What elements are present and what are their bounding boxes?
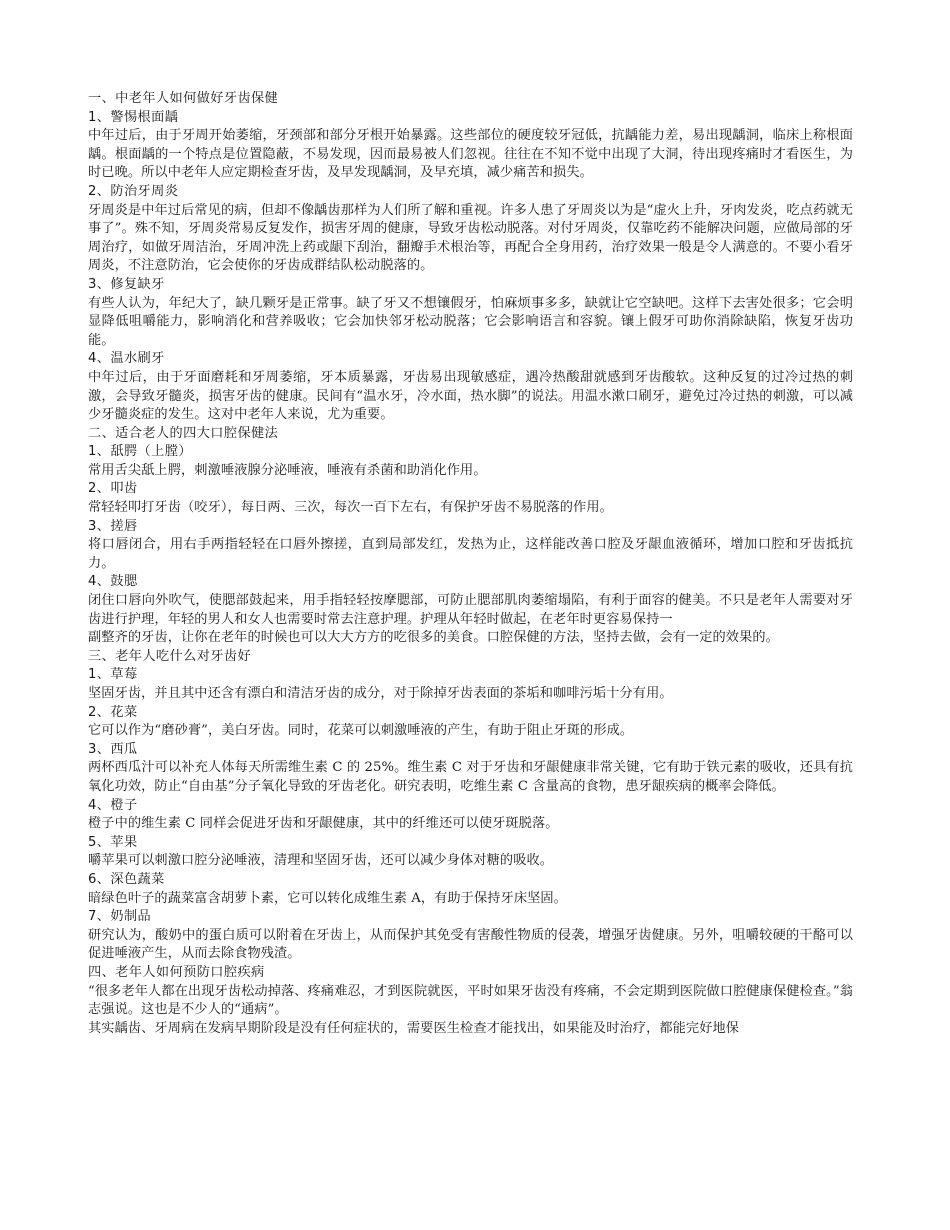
paragraph: 中年过后，由于牙面磨耗和牙周萎缩，牙本质暴露，牙齿易出现敏感症，遇冷热酸甜就感到牙齿酸软。这种反复的过冷过热的刺激，会导致牙髓炎，损害牙齿的健康。民间有“温水牙，冷水面，热水脚”的说法。用温水漱口刷牙，避免过冷过热的刺激，可以减少牙髓炎症的发生。这对中老年人来说，尤为重要。: [88, 369, 853, 423]
section-heading: 6、深色蔬菜: [88, 871, 165, 887]
section-heading: 2、防治牙周炎: [88, 183, 179, 199]
section-heading: 4、鼓腮: [88, 574, 138, 590]
paragraph: 它可以作为“磨砂膏”，美白牙齿。同时，花菜可以刺激唾液的产生，有助于阻止牙斑的形成。: [88, 723, 634, 739]
paragraph: 副整齐的牙齿，让你在老年的时候也可以大大方方的吃很多的美食。口腔保健的方法，坚持去做，会有一定的效果的。: [88, 630, 779, 646]
section-heading: 二、适合老人的四大口腔保健法: [88, 425, 279, 441]
paragraph: 其实龋齿、牙周病在发病早期阶段是没有任何症状的，需要医生检查才能找出，如果能及时治疗，都能完好地保: [88, 1020, 740, 1036]
paragraph: 两杯西瓜汁可以补充人体每天所需维生素 C 的 25%。维生素 C 对于牙齿和牙龈健康非常关键，它有助于铁元素的吸收，还具有抗氧化功效，防止“自由基”分子氧化导致的牙齿老化。研究表明，吃维生素 C 含量高的食物，患牙龈疾病的概率会降低。: [88, 760, 853, 794]
section-heading: 2、叩齿: [88, 481, 138, 497]
section-heading: 3、搓唇: [88, 518, 138, 534]
section-heading: 4、橙子: [88, 797, 138, 813]
section-heading: 1、警惕根面龋: [88, 109, 179, 125]
paragraph: 暗绿色叶子的蔬菜富含胡萝卜素，它可以转化成维生素 A，有助于保持牙床坚固。: [88, 890, 567, 906]
section-heading: 3、修复缺牙: [88, 276, 165, 292]
paragraph: 嚼苹果可以刺激口腔分泌唾液，清理和坚固牙齿，还可以减少身体对糖的吸收。: [88, 853, 554, 869]
section-heading: 三、老年人吃什么对牙齿好: [88, 648, 252, 664]
paragraph: 研究认为，酸奶中的蛋白质可以附着在牙齿上，从而保护其免受有害酸性物质的侵袭，增强牙齿健康。另外，咀嚼较硬的干酪可以促进唾液产生，从而去除食物残渣。: [88, 927, 853, 962]
document-body: [88, 90, 853, 1038]
paragraph: 有些人认为，年纪大了，缺几颗牙是正常事。缺了牙又不想镶假牙，怕麻烦事多多，缺就让它空缺吧。这样下去害处很多；它会明显降低咀嚼能力，影响消化和营养吸收；它会加快邻牙松动脱落；它会影响语言和容貌。镶上假牙可助你消除缺陷，恢复牙齿功能。: [88, 295, 853, 348]
section-heading: 4、温水刷牙: [88, 351, 165, 367]
section-heading: 1、草莓: [88, 667, 138, 683]
section-heading: 2、花菜: [88, 704, 138, 720]
section-heading: 四、老年人如何预防口腔疾病: [88, 964, 265, 980]
paragraph: 常用舌尖舐上腭，刺激唾液腺分泌唾液，唾液有杀菌和助消化作用。: [88, 462, 487, 478]
paragraph: 中年过后，由于牙周开始萎缩，牙颈部和部分牙根开始暴露。这些部位的硬度较牙冠低，抗龋能力差，易出现龋洞，临床上称根面龋。根面龋的一个特点是位置隐蔽，不易发现，因而最易被人们忽视。往往在不知不觉中出现了大洞，待出现疼痛时才看医生，为时已晚。所以中老年人应定期检查牙齿，及早发现龋洞，及早充填，减少痛苦和损失。: [88, 128, 853, 181]
section-heading: 5、苹果: [88, 834, 138, 850]
paragraph: 闭住口唇向外吹气，使腮部鼓起来，用手指轻轻按摩腮部，可防止腮部肌肉萎缩塌陷，有利于面容的健美。不只是老年人需要对牙齿进行护理，年轻的男人和女人也需要时常去注意护理。护理从年轻时做起，在老年时更容易保持一: [88, 593, 853, 627]
section-heading: 7、奶制品: [88, 909, 152, 925]
section-heading: 1、舐腭（上膛）: [88, 444, 192, 460]
section-heading: 3、西瓜: [88, 741, 138, 757]
paragraph: 常轻轻叩打牙齿（咬牙），每日两、三次，每次一百下左右，有保护牙齿不易脱落的作用。: [88, 500, 613, 516]
paragraph: “很多老年人都在出现牙齿松动掉落、疼痛难忍，才到医院就医，平时如果牙齿没有疼痛，不会定期到医院做口腔健康保健检查。”翁志强说。这也是不少人的“通病”。: [88, 983, 853, 1018]
paragraph: 坚固牙齿，并且其中还含有漂白和清洁牙齿的成分，对于除掉牙齿表面的茶垢和咖啡污垢十分有用。: [88, 686, 673, 701]
paragraph: 将口唇闭合，用右手两指轻轻在口唇外擦搓，直到局部发红，发热为止，这样能改善口腔及牙龈血液循环，增加口腔和牙齿抵抗力。: [88, 537, 853, 571]
paragraph: 橙子中的维生素 C 同样会促进牙齿和牙龈健康，其中的纤维还可以使牙斑脱落。: [88, 816, 559, 832]
paragraph: 牙周炎是中年过后常见的病，但却不像龋齿那样为人们所了解和重视。许多人患了牙周炎以为是“虚火上升，牙肉发炎，吃点药就无事了”。殊不知，牙周炎常易反复发作，损害牙周的健康，导致牙齿松动脱落。对付牙周炎，仅靠吃药不能解决问题，应做局部的牙周治疗，如做牙周洁治，牙周冲洗上药或龈下刮治，翻瓣手术根治等，再配合全身用药，治疗效果一般是令人满意的。不要小看牙周炎，不注意防治，它会使你的牙齿成群结队松动脱落的。: [88, 202, 853, 274]
section-heading: 一、中老年人如何做好牙齿保健: [88, 91, 279, 106]
